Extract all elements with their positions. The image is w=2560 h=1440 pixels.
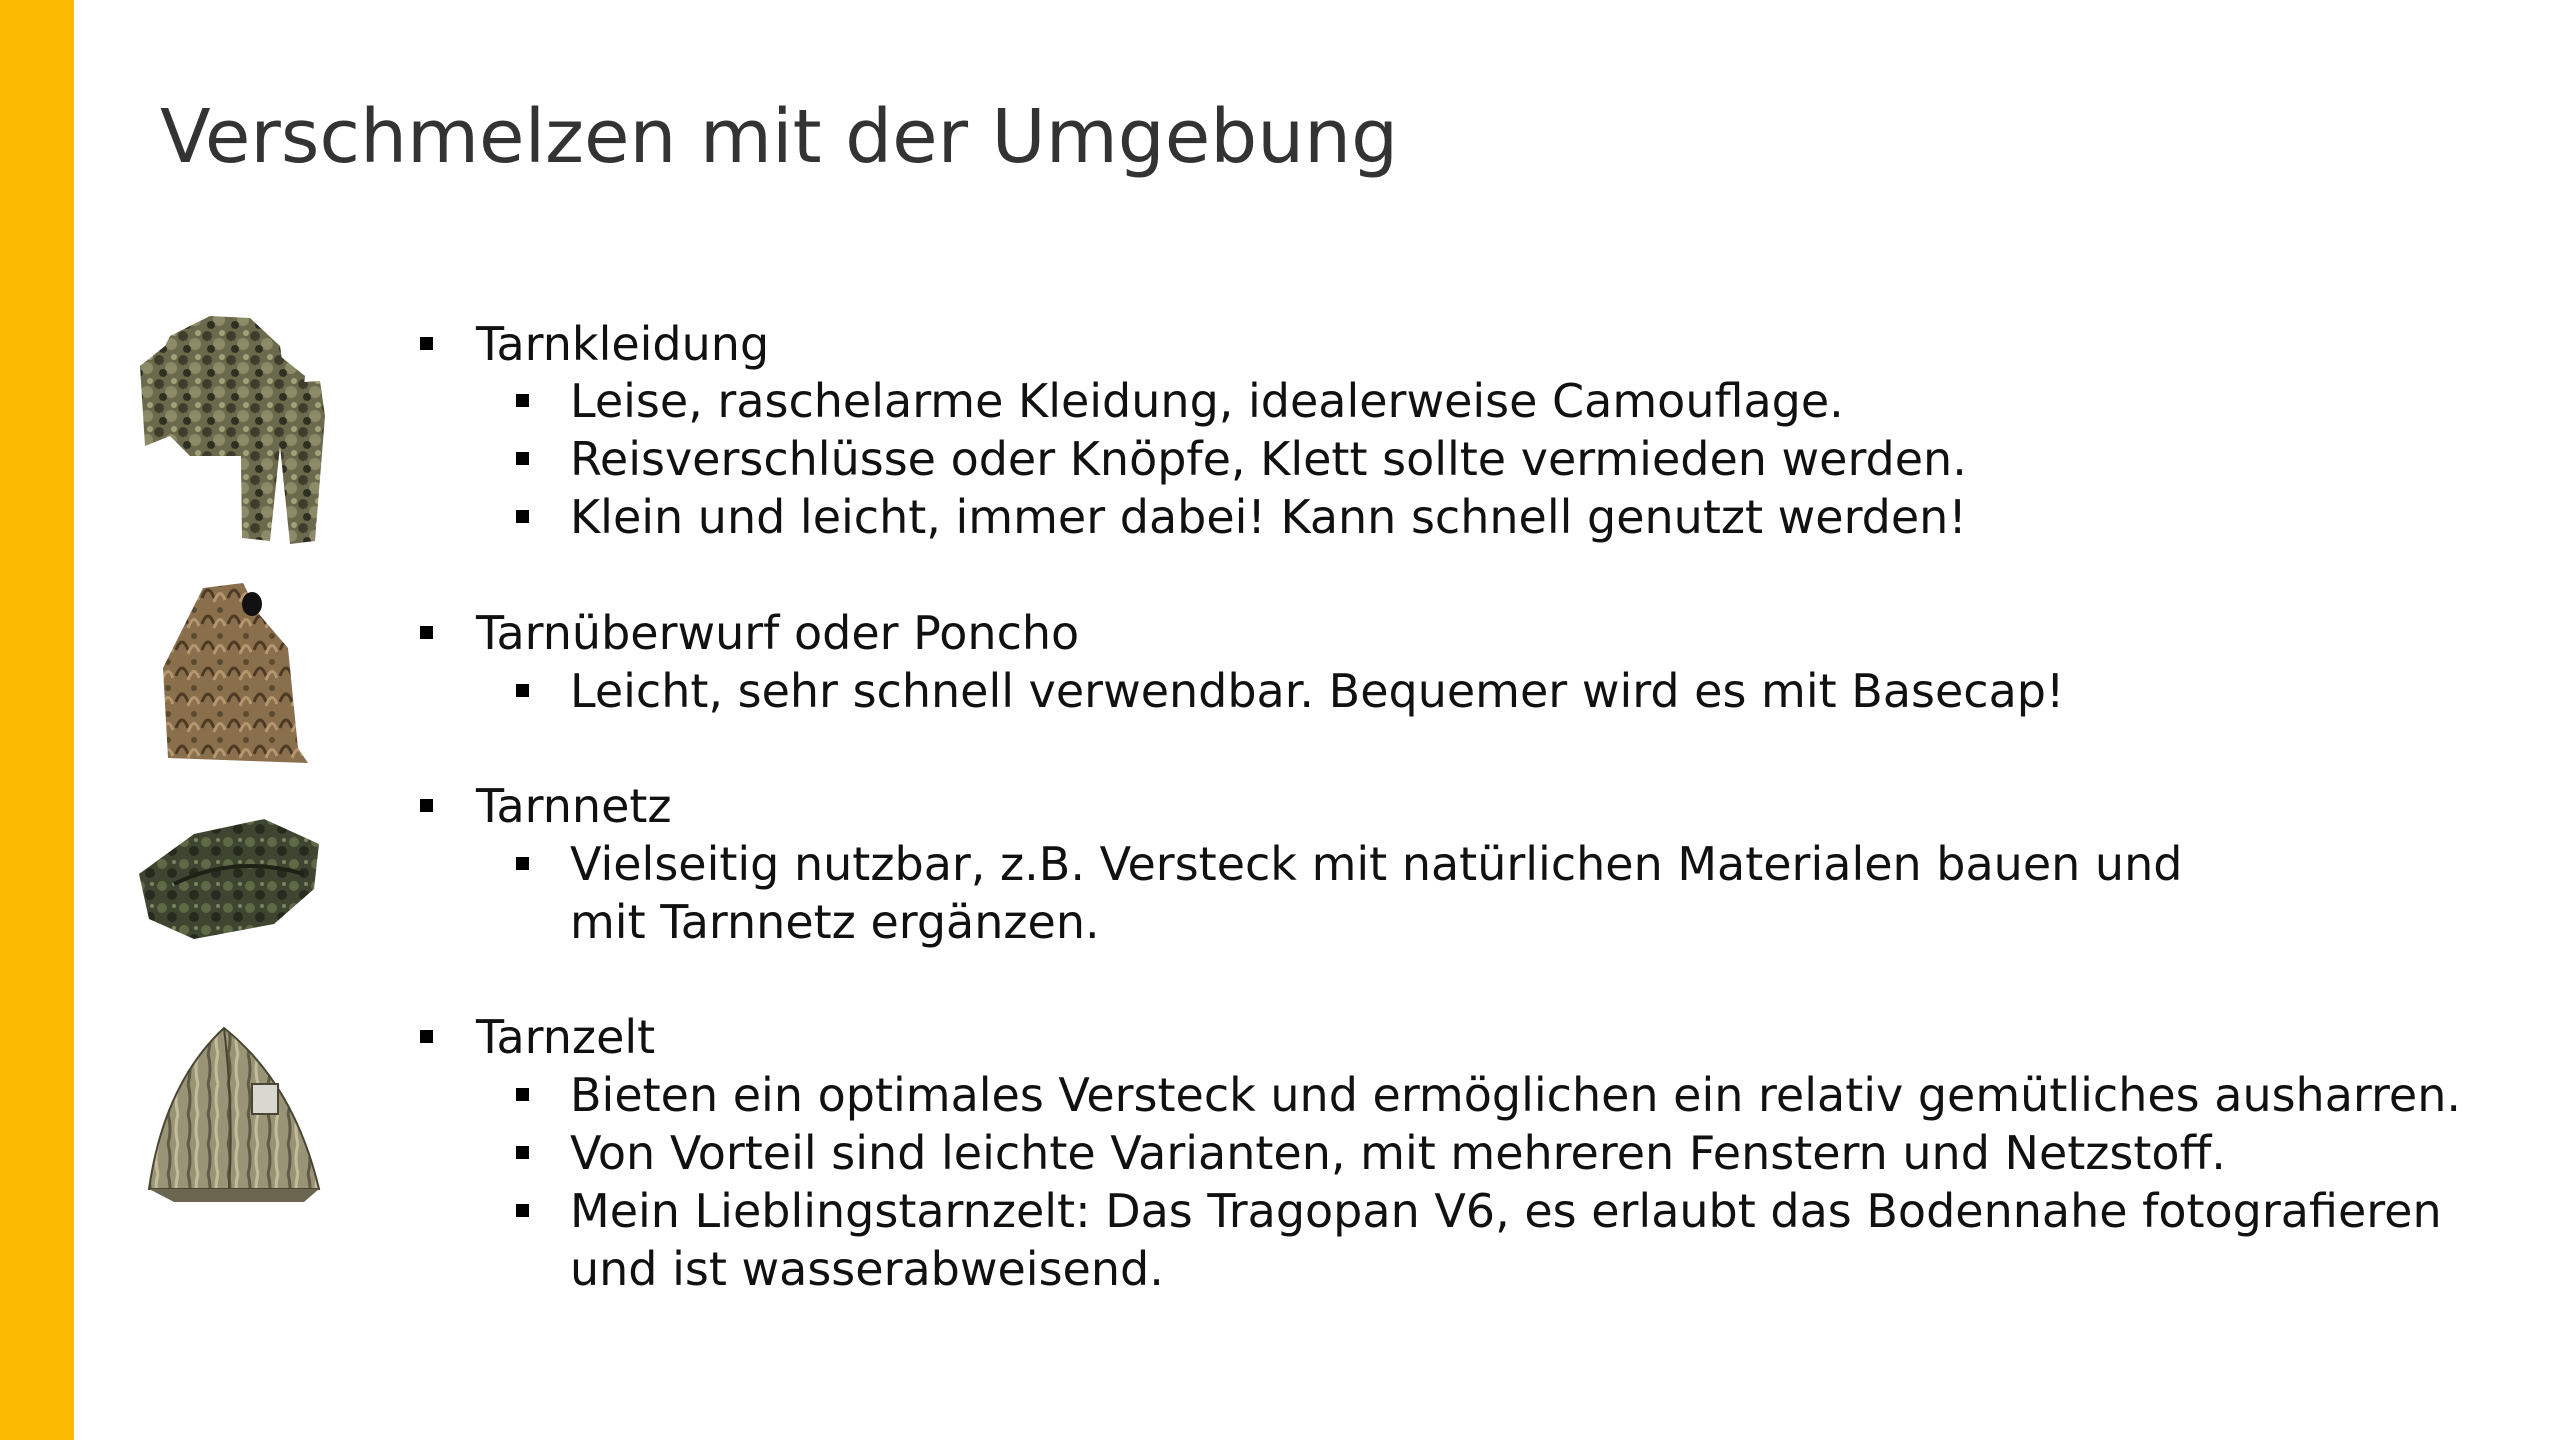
slide-title: Verschmelzen mit der Umgebung [160, 94, 1399, 180]
bullet [420, 337, 433, 350]
list-item: Bieten ein optimales Versteck und ermöglichen ein relativ gemütliches ausharren. [570, 1068, 2461, 1122]
bullet [516, 510, 529, 523]
camouflage-suit-icon [130, 306, 334, 546]
list-item: Mein Lieblingstarnzelt: Das Tragopan V6, es erlaubt das Bodennahe fotografieren [570, 1184, 2442, 1238]
list-item: Leicht, sehr schnell verwendbar. Bequemer wird es mit Basecap! [570, 664, 2065, 718]
bullet [516, 1088, 529, 1101]
list-item-continuation: mit Tarnnetz ergänzen. [570, 895, 1100, 949]
bullet [516, 1146, 529, 1159]
bullet [420, 626, 433, 639]
camouflage-tent-icon [144, 1024, 324, 1204]
list-item-continuation: und ist wasserabweisend. [570, 1242, 1164, 1296]
bullet [516, 452, 529, 465]
bullet [420, 799, 433, 812]
bullet [516, 857, 529, 870]
list-item: Klein und leicht, immer dabei! Kann schnell genutzt werden! [570, 490, 1967, 544]
section-heading: Tarnkleidung [476, 317, 770, 371]
camouflage-poncho-icon [148, 578, 318, 768]
bullet [516, 394, 529, 407]
section-heading: Tarnzelt [476, 1010, 656, 1064]
camouflage-net-icon [134, 814, 324, 944]
accent-bar [0, 0, 74, 1440]
bullet [516, 684, 529, 697]
list-item: Von Vorteil sind leichte Varianten, mit mehreren Fenstern und Netzstoff. [570, 1126, 2226, 1180]
list-item: Vielseitig nutzbar, z.B. Versteck mit natürlichen Materialen bauen und [570, 837, 2183, 891]
list-item: Leise, raschelarme Kleidung, idealerweise Camouflage. [570, 374, 1844, 428]
section-heading: Tarnnetz [476, 779, 672, 833]
bullet [420, 1030, 433, 1043]
bullet [516, 1204, 529, 1217]
list-item: Reisverschlüsse oder Knöpfe, Klett sollte vermieden werden. [570, 432, 1967, 486]
section-heading: Tarnüberwurf oder Poncho [476, 606, 1080, 660]
